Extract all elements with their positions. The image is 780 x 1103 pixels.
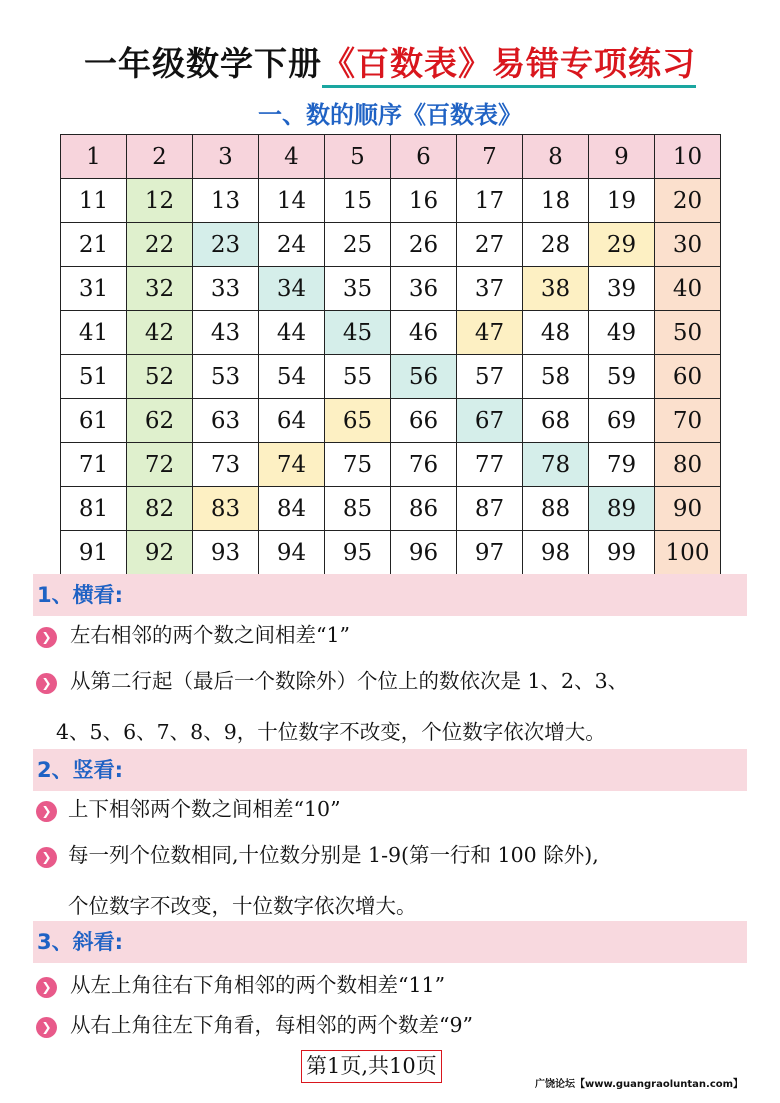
table-cell: 76 xyxy=(391,443,457,487)
table-cell: 74 xyxy=(259,443,325,487)
bullet-text: 上下相邻两个数之间相差“10” xyxy=(68,797,341,821)
table-cell: 5 xyxy=(325,135,391,179)
table-row xyxy=(61,355,721,399)
table-cell: 94 xyxy=(259,531,325,575)
table-cell: 43 xyxy=(193,311,259,355)
bullet-text: 从左上角往右下角相邻的两个数相差“11” xyxy=(70,973,446,997)
bullet-text: 每一列个位数相同,十位数分别是 1-9(第一行和 100 除外), xyxy=(68,843,599,867)
table-cell: 63 xyxy=(193,399,259,443)
table-row xyxy=(61,443,721,487)
table-cell: 29 xyxy=(589,223,655,267)
table-cell: 30 xyxy=(655,223,721,267)
chevron-right-icon: ❯ xyxy=(36,847,57,868)
table-row xyxy=(61,135,721,179)
table-cell: 59 xyxy=(589,355,655,399)
table-cell: 51 xyxy=(61,355,127,399)
table-cell: 85 xyxy=(325,487,391,531)
table-cell: 69 xyxy=(589,399,655,443)
table-cell: 90 xyxy=(655,487,721,531)
table-cell: 46 xyxy=(391,311,457,355)
bullet-text: 从第二行起（最后一个数除外）个位上的数依次是 1、2、3、 xyxy=(70,669,629,693)
table-cell: 42 xyxy=(127,311,193,355)
table-row xyxy=(61,223,721,267)
table-cell: 31 xyxy=(61,267,127,311)
table-cell: 56 xyxy=(391,355,457,399)
table-cell: 88 xyxy=(523,487,589,531)
chevron-right-icon: ❯ xyxy=(36,977,57,998)
table-cell: 3 xyxy=(193,135,259,179)
table-cell: 84 xyxy=(259,487,325,531)
chevron-right-icon: ❯ xyxy=(36,801,57,822)
title-highlight: 《百数表》易错专项练习 xyxy=(322,44,696,88)
table-cell: 55 xyxy=(325,355,391,399)
table-cell: 16 xyxy=(391,179,457,223)
page-number: 第1页,共10页 xyxy=(301,1050,442,1083)
table-cell: 28 xyxy=(523,223,589,267)
table-cell: 92 xyxy=(127,531,193,575)
table-cell: 57 xyxy=(457,355,523,399)
table-cell: 37 xyxy=(457,267,523,311)
table-cell: 6 xyxy=(391,135,457,179)
table-cell: 7 xyxy=(457,135,523,179)
table-cell: 68 xyxy=(523,399,589,443)
table-cell: 1 xyxy=(61,135,127,179)
bullet-text: 左右相邻的两个数之间相差“1” xyxy=(70,623,351,647)
footer-site-text: 广饶论坛【www.guangraoluntan.com】 xyxy=(535,1079,744,1090)
table-cell: 19 xyxy=(589,179,655,223)
table-cell: 45 xyxy=(325,311,391,355)
table-cell: 12 xyxy=(127,179,193,223)
table-cell: 25 xyxy=(325,223,391,267)
table-cell: 91 xyxy=(61,531,127,575)
table-row xyxy=(61,267,721,311)
table-cell: 17 xyxy=(457,179,523,223)
table-row xyxy=(61,531,721,575)
table-cell: 24 xyxy=(259,223,325,267)
table-cell: 9 xyxy=(589,135,655,179)
table-cell: 78 xyxy=(523,443,589,487)
table-cell: 53 xyxy=(193,355,259,399)
table-cell: 23 xyxy=(193,223,259,267)
section-heading-vertical: 2、竖看: xyxy=(33,749,747,791)
table-cell: 58 xyxy=(523,355,589,399)
chevron-right-icon: ❯ xyxy=(36,627,57,648)
table-cell: 99 xyxy=(589,531,655,575)
table-cell: 65 xyxy=(325,399,391,443)
table-cell: 10 xyxy=(655,135,721,179)
chevron-right-icon: ❯ xyxy=(36,1017,57,1038)
table-row xyxy=(61,179,721,223)
table-cell: 71 xyxy=(61,443,127,487)
section-heading-diagonal: 3、斜看: xyxy=(33,921,747,963)
table-cell: 82 xyxy=(127,487,193,531)
table-cell: 35 xyxy=(325,267,391,311)
table-cell: 95 xyxy=(325,531,391,575)
table-cell: 70 xyxy=(655,399,721,443)
table-cell: 4 xyxy=(259,135,325,179)
table-cell: 11 xyxy=(61,179,127,223)
table-cell: 89 xyxy=(589,487,655,531)
table-cell: 50 xyxy=(655,311,721,355)
table-cell: 77 xyxy=(457,443,523,487)
table-cell: 64 xyxy=(259,399,325,443)
table-cell: 20 xyxy=(655,179,721,223)
table-row xyxy=(61,487,721,531)
table-cell: 54 xyxy=(259,355,325,399)
bullet-text-continued: 个位数字不改变，十位数字依次增大。 xyxy=(68,894,417,918)
table-cell: 52 xyxy=(127,355,193,399)
table-cell: 73 xyxy=(193,443,259,487)
table-cell: 87 xyxy=(457,487,523,531)
table-cell: 34 xyxy=(259,267,325,311)
table-cell: 75 xyxy=(325,443,391,487)
table-cell: 8 xyxy=(523,135,589,179)
table-cell: 81 xyxy=(61,487,127,531)
table-cell: 26 xyxy=(391,223,457,267)
bullet-text: 从右上角往左下角看，每相邻的两个数差“9” xyxy=(70,1013,474,1037)
table-cell: 15 xyxy=(325,179,391,223)
table-cell: 98 xyxy=(523,531,589,575)
table-cell: 97 xyxy=(457,531,523,575)
hundred-chart-table xyxy=(60,134,721,575)
table-cell: 86 xyxy=(391,487,457,531)
table-cell: 22 xyxy=(127,223,193,267)
table-cell: 96 xyxy=(391,531,457,575)
table-cell: 49 xyxy=(589,311,655,355)
table-cell: 2 xyxy=(127,135,193,179)
table-cell: 100 xyxy=(655,531,721,575)
table-row xyxy=(61,399,721,443)
table-cell: 27 xyxy=(457,223,523,267)
section-subtitle: 一、数的顺序《百数表》 xyxy=(258,101,522,129)
table-cell: 18 xyxy=(523,179,589,223)
table-cell: 21 xyxy=(61,223,127,267)
table-cell: 61 xyxy=(61,399,127,443)
table-cell: 32 xyxy=(127,267,193,311)
table-cell: 67 xyxy=(457,399,523,443)
table-cell: 14 xyxy=(259,179,325,223)
table-cell: 79 xyxy=(589,443,655,487)
table-cell: 80 xyxy=(655,443,721,487)
table-cell: 62 xyxy=(127,399,193,443)
table-cell: 72 xyxy=(127,443,193,487)
title-main: 一年级数学下册 xyxy=(84,44,322,83)
table-cell: 13 xyxy=(193,179,259,223)
bullet-text-continued: 4、5、6、7、8、9，十位数字不改变，个位数字依次增大。 xyxy=(56,720,606,744)
section-heading-horizontal: 1、横看: xyxy=(33,574,747,616)
table-cell: 83 xyxy=(193,487,259,531)
chevron-right-icon: ❯ xyxy=(36,673,57,694)
table-cell: 48 xyxy=(523,311,589,355)
table-cell: 40 xyxy=(655,267,721,311)
table-cell: 36 xyxy=(391,267,457,311)
table-cell: 93 xyxy=(193,531,259,575)
table-cell: 66 xyxy=(391,399,457,443)
table-row xyxy=(61,311,721,355)
table-cell: 47 xyxy=(457,311,523,355)
table-cell: 39 xyxy=(589,267,655,311)
table-cell: 33 xyxy=(193,267,259,311)
table-cell: 38 xyxy=(523,267,589,311)
page-title xyxy=(0,38,780,85)
table-cell: 44 xyxy=(259,311,325,355)
table-cell: 60 xyxy=(655,355,721,399)
table-cell: 41 xyxy=(61,311,127,355)
